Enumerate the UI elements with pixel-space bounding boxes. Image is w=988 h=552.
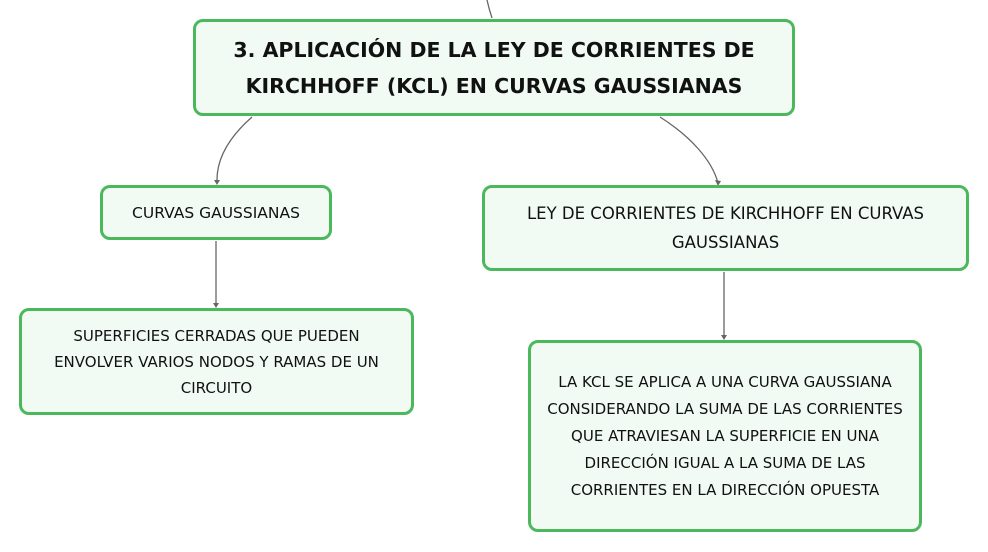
subtopic-ley-kirchhoff-label: LEY DE CORRIENTES DE KIRCHHOFF EN CURVAS GAUSSIANAS: [526, 204, 925, 252]
detail-kcl-aplicacion[interactable]: [528, 340, 922, 532]
subtopic-curvas-gaussianas[interactable]: [100, 185, 332, 240]
connector-parent-to-root: [487, 0, 492, 18]
root-topic-node[interactable]: [193, 19, 795, 116]
subtopic-ley-kirchhoff[interactable]: [482, 185, 969, 271]
detail-kcl-aplicacion-label: LA KCL SE APLICA A UNA CURVA GAUSSIANA CONSIDERANDO LA SUMA DE LAS CORRIENTES QUE ATRAVIESAN LA SUPERFICIE EN UNA DIRECCIÓN IGUAL A LA SUMA DE LAS CORRIENTES EN LA DIRECCIÓN OPUESTA: [547, 372, 903, 499]
connector-root-to-ley: [660, 117, 718, 183]
connector-root-to-curvas: [217, 117, 252, 183]
subtopic-curvas-gaussianas-label: CURVAS GAUSSIANAS: [132, 203, 300, 222]
detail-superficies-cerradas[interactable]: [19, 308, 414, 415]
detail-superficies-cerradas-label: SUPERFICIES CERRADAS QUE PUEDEN ENVOLVER VARIOS NODOS Y RAMAS DE UN CIRCUITO: [54, 326, 379, 397]
root-topic-label: 3. APLICACIÓN DE LA LEY DE CORRIENTES DE KIRCHHOFF (KCL) EN CURVAS GAUSSIANAS: [233, 37, 755, 98]
